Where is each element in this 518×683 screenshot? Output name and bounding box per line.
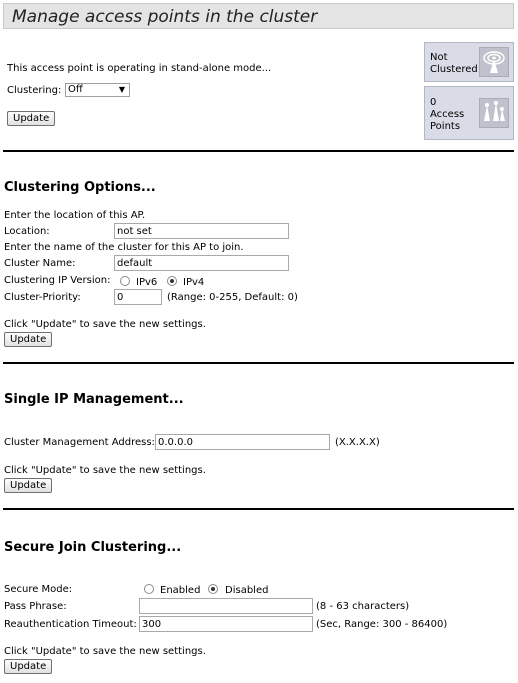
single-ip-title: Single IP Management... [4, 392, 184, 407]
top-update-button[interactable]: Update [7, 111, 55, 126]
ipv4-label: IPv4 [183, 277, 205, 288]
secure-mode-label: Secure Mode: [4, 584, 73, 595]
pass-phrase-hint: (8 - 63 characters) [316, 601, 410, 612]
cluster-state-box [424, 42, 514, 82]
page-title: Manage access points in the cluster [12, 7, 318, 27]
priority-label: Cluster-Priority: [4, 292, 81, 303]
ip-version-label: Clustering IP Version: [4, 275, 111, 286]
ipv4-radio[interactable] [167, 276, 177, 286]
reauth-label: Reauthentication Timeout: [4, 619, 137, 630]
ap-count-box [424, 86, 514, 140]
section-divider [3, 362, 514, 364]
ipv6-label: IPv6 [136, 277, 158, 288]
cluster-address-hint: (X.X.X.X) [335, 437, 380, 448]
pass-phrase-input[interactable] [139, 598, 313, 614]
pass-phrase-label: Pass Phrase: [4, 601, 67, 612]
access-points-icon [479, 98, 509, 128]
location-label: Location: [4, 226, 50, 237]
clustering-save-hint: Click "Update" to save the new settings. [4, 319, 206, 330]
secure-enabled-radio[interactable] [144, 584, 154, 594]
wireless-signal-icon [479, 47, 509, 77]
section-divider [3, 508, 514, 510]
ap-count-line3: Points [430, 121, 461, 132]
section-divider [3, 150, 514, 152]
clustering-update-button[interactable]: Update [4, 332, 52, 347]
cluster-prompt: Enter the name of the cluster for this AP to join. [4, 242, 244, 253]
mode-status-text: This access point is operating in stand-alone mode... [7, 63, 272, 74]
priority-hint: (Range: 0-255, Default: 0) [167, 292, 298, 303]
secure-enabled-label: Enabled [160, 585, 201, 596]
cluster-address-input[interactable] [155, 434, 330, 450]
cluster-state-line2: Clustered [430, 64, 478, 75]
cluster-state-line1: Not [430, 52, 448, 63]
cluster-name-input[interactable] [114, 255, 289, 271]
cluster-address-label: Cluster Management Address: [4, 437, 155, 448]
priority-input[interactable] [114, 289, 162, 305]
secure-save-hint: Click "Update" to save the new settings. [4, 646, 206, 657]
reauth-hint: (Sec, Range: 300 - 86400) [316, 619, 448, 630]
cluster-name-label: Cluster Name: [4, 258, 76, 269]
clustering-label: Clustering: [7, 85, 62, 96]
location-input[interactable] [114, 223, 289, 239]
secure-disabled-label: Disabled [225, 585, 269, 596]
secure-join-title: Secure Join Clustering... [4, 540, 182, 555]
clustering-select-value: Off [68, 84, 83, 95]
clustering-options-title: Clustering Options... [4, 180, 156, 195]
single-ip-save-hint: Click "Update" to save the new settings. [4, 465, 206, 476]
single-ip-update-button[interactable]: Update [4, 478, 52, 493]
location-prompt: Enter the location of this AP. [4, 210, 146, 221]
ap-count-line2: Access [430, 109, 465, 120]
clustering-select[interactable] [65, 83, 130, 97]
secure-update-button[interactable]: Update [4, 659, 52, 674]
reauth-input[interactable] [139, 616, 313, 632]
secure-disabled-radio[interactable] [208, 584, 218, 594]
title-bar [3, 3, 514, 29]
chevron-down-icon: ▼ [118, 85, 125, 94]
ipv6-radio[interactable] [120, 276, 130, 286]
ap-count-number: 0 [430, 97, 437, 108]
